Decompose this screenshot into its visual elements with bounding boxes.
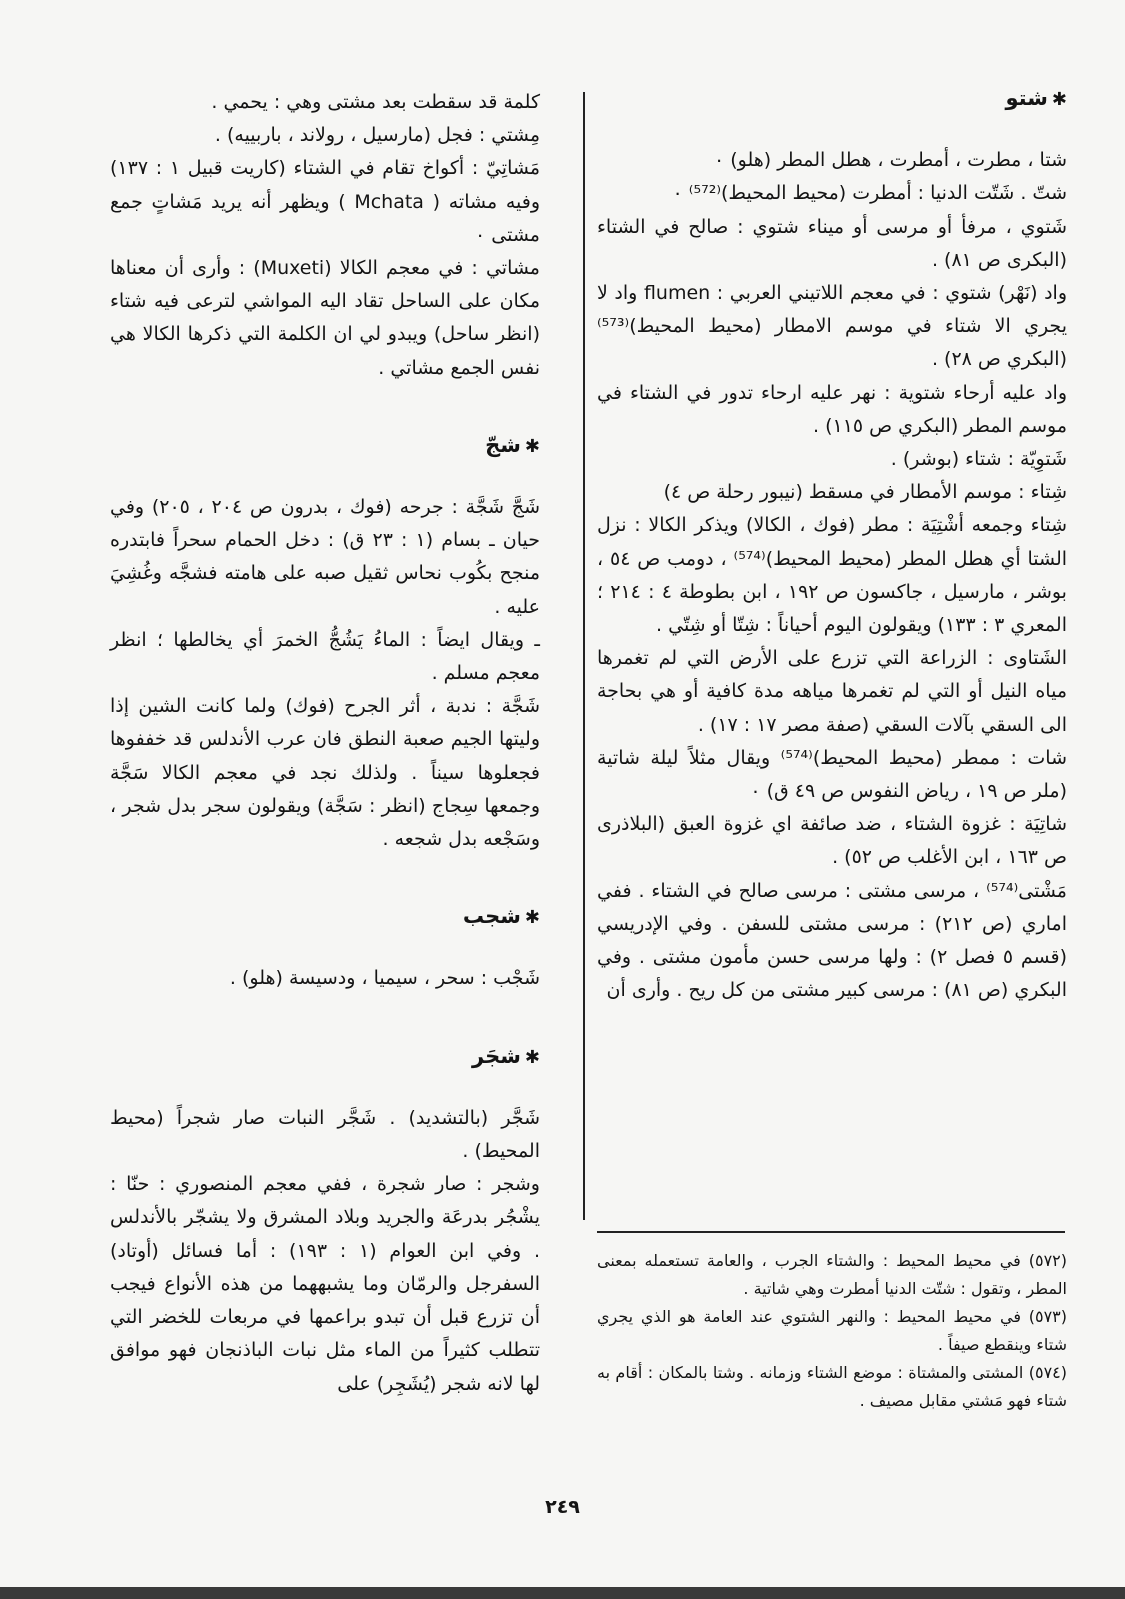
asterisk-icon: ✱ xyxy=(524,1046,540,1068)
paragraph: شَجَّ شَجَّة : جرحه (فوك ، بدرون ص ٢٠٤ ، ٢٠٥) وفي حيان ـ بسام (١ : ٢٣ ق) : دخل الحمام سحراً فابتدره منجح بكُوب نحاس ثقيل صبه على هامته فشجَّه وغُشِيَ عليه . xyxy=(110,496,541,618)
paragraph: شاتِيَة : غزوة الشتاء ، ضد صائفة اي غزوة العبق (البلاذرى ص ١٦٣ ، ابن الأغلب ص ٥٢) . xyxy=(597,813,1067,869)
entry-heading-shtw: ✱شتو xyxy=(1005,86,1067,110)
paragraph: شَتوي ، مرفأ أو مرسى أو ميناء شتوي : صالح في الشتاء (البكرى ص ٨١) . xyxy=(597,215,1067,271)
paragraph: الشَتاوى : الزراعة التي تزرع على الأرض التي لم تغمرها مياه النيل أو التي لم تغمرها مياهه مدة كافية أو هي بحاجة الى السقي بآلات السقي (صفة مصر ١٧ : ١٧) . xyxy=(597,647,1067,736)
footnote: (٥٧٢) في محيط المحيط : والشتاء الجرب ، والعامة تستعمله بمعنى المطر ، وتقول : شتّت الدنيا أمطرت وهي شاتية . xyxy=(597,1251,1067,1298)
paragraph: شتا ، مطرت ، أمطرت ، هطل المطر (هلو) ٠ xyxy=(713,149,1067,172)
paragraph: شِتاء : موسم الأمطار في مسقط (نيبور رحلة ص ٤) xyxy=(663,481,1067,504)
paragraph: شَجَّة : ندبة ، أثر الجرح (فوك) ولما كانت الشين إذا وليتها الجيم صعبة النطق فان عرب الأندلس قد خففوها فجعلوها سيناً . ولذلك نجد في معجم الكالا سَجَّة وجمعها سِجاج (انظر : سَجَّة) ويقولون سجر بدل شجر ، وسَجْعه بدل شجعه . xyxy=(110,695,540,851)
paragraph: شَجْب : سحر ، سيميا ، ودسيسة (هلو) . xyxy=(229,967,540,990)
page-number: ٢٤٩ xyxy=(545,1496,580,1518)
paragraph: شَجَّر (بالتشديد) . شَجَّر النبات صار شجراً (محيط المحيط) . xyxy=(110,1106,540,1163)
asterisk-icon: ✱ xyxy=(524,907,540,929)
paragraph: شات : ممطر (محيط المحيط)⁽⁵⁷⁴⁾ ويقال مثلاً ليلة شاتية (ملر ص ١٩ ، رياض النفوس ص ٤٩ ق) ٠ xyxy=(597,746,1067,803)
paragraph: وشجر : صار شجرة ، ففي معجم المنصوري : حنّا : يشْجُر بدرعَة والجريد وبلاد المشرق ولا يشجّر بالأندلس . وفي ابن العوام (١ : ١٩٣) : أما فسائل (أوتاد) السفرجل والرمّان وما يشبههما من هذه الأنواع فيجب أن تزرع قبل أن تبدو براعمها في مربعات للخضر التي تتطلب كثيراً من الماء مثل نبات الباذنجان فهو موافق لها لانه شجر (يُشَجِر) على xyxy=(110,1173,540,1395)
footnotes xyxy=(597,1247,1067,1415)
paragraph: واد (نَهْر) شتوي : في معجم اللاتيني العربي : flumen واد لا يجري الا شتاء في موسم الامطار (محيط المحيط)⁽⁵⁷³⁾ (البكري ص ٢٨) . xyxy=(597,282,1067,371)
entry-heading-shjb: ✱شجب xyxy=(462,904,540,929)
paragraph: مَشْتى⁽⁵⁷⁴⁾ ، مرسى مشتى : مرسى صالح في الشتاء . ففي اماري (ص ٢١٢) : مرسى مشتى للسفن . وفي الإدريسي (قسم ٥ فصل ٢) : ولها مرسى حسن مأمون مشتى . وفي البكري (ص ٨١) : مرسى كبير مشتى من كل ريح . وأرى أن xyxy=(597,879,1067,1002)
entry-heading-shj: ✱شجّ xyxy=(485,432,540,457)
paragraph: واد عليه أرحاء شتوية : نهر عليه ارحاء تدور في الشتاء في موسم المطر (البكري ص ١١٥) . xyxy=(597,381,1067,437)
column-divider xyxy=(583,92,585,1220)
footnote-rule xyxy=(597,1231,1065,1233)
asterisk-icon: ✱ xyxy=(1051,89,1067,110)
footnote: (٥٧٤) المشتى والمشتاة : موضع الشتاء وزمانه . وشتا بالمكان : أقام به شتاء فهو مَشتي مقابل مصيف . xyxy=(597,1363,1067,1410)
footnote: (٥٧٣) في محيط المحيط : والنهر الشتوي عند العامة هو الذي يجري شتاء وينقطع صيفاً . xyxy=(597,1307,1067,1354)
asterisk-icon: ✱ xyxy=(524,435,540,457)
paragraph: مِشتي : فجل (مارسيل ، رولاند ، باربييه) . xyxy=(214,124,540,147)
entry-heading-shjr: ✱شجَر xyxy=(472,1043,540,1068)
paragraph: شتّ . شَتّت الدنيا : أمطرت (محيط المحيط)⁽⁵⁷²⁾ ٠ xyxy=(672,182,1067,205)
left-column xyxy=(110,86,540,1401)
paragraph: مشاتي : في معجم الكالا (Muxeti) : وأرى أن معناها مكان على الساحل تقاد اليه المواشي لترعى فيه شتاء (انظر ساحل) ويبدو لي ان الكلمة التي ذكرها الكالا هي نفس الجمع مشاتي . xyxy=(110,257,540,379)
paragraph: شَتوِيّة : شتاء (بوشر) . xyxy=(890,448,1067,471)
scan-edge xyxy=(0,1587,1125,1599)
paragraph: شِتاء وجمعه أشْتِيَة : مطر (فوك ، الكالا) ويذكر الكالا : نزل الشتا أي هطل المطر (محيط المحيط)⁽⁵⁷⁴⁾ ، دومب ص ٥٤ ، بوشر ، مارسيل ، جاكسون ص ١٩٢ ، ابن بطوطة ٤ : ٢١٤ ؛ المعري ٣ : ١٣٣) ويقولون اليوم أحياناً : شِتّا أو شِتّي . xyxy=(597,514,1068,637)
right-column xyxy=(597,82,1067,1007)
paragraph: كلمة قد سقطت بعد مشتى وهي : يحمي . xyxy=(211,91,540,113)
paragraph: ـ ويقال ايضاً : الماءُ يَشُجُّ الخمرَ أي يخالطها ؛ انظر معجم مسلم . xyxy=(110,628,540,685)
paragraph: مَشاتِيّ : أكواخ تقام في الشتاء (كاريت قبيل ١ : ١٣٧) وفيه مشاته ( Mchata ) ويظهر أنه يريد مَشاتٍ جمع مشتى ٠ xyxy=(110,157,541,246)
